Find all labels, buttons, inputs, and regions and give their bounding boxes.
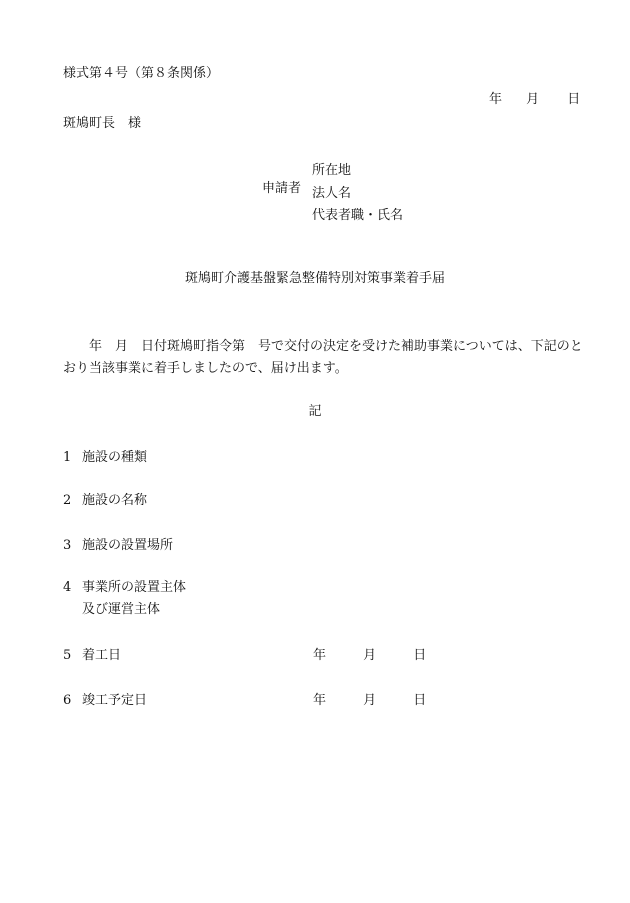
document-title: 斑鳩町介護基盤緊急整備特別対策事業着手届 bbox=[184, 271, 445, 286]
item-number: 2 bbox=[63, 493, 72, 508]
start-date-year: 年 bbox=[313, 648, 327, 663]
form-number: 様式第４号（第８条関係） bbox=[63, 66, 220, 81]
applicant-label: 申請者 bbox=[262, 181, 302, 196]
item-number: 4 bbox=[63, 580, 72, 595]
applicant-address-label: 所在地 bbox=[312, 163, 352, 178]
applicant-fields bbox=[312, 160, 403, 228]
item-label: 施設の設置場所 bbox=[82, 538, 174, 553]
item-3 bbox=[63, 535, 173, 557]
item-1 bbox=[63, 447, 147, 469]
start-date bbox=[313, 649, 426, 662]
applicant-representative-label: 代表者職・氏名 bbox=[312, 208, 404, 223]
item-label: 事業所の設置主体 bbox=[82, 580, 187, 595]
ki-heading: 記 bbox=[308, 404, 322, 419]
item-number: 5 bbox=[63, 648, 72, 663]
addressee: 斑鳩町長 様 bbox=[63, 116, 142, 131]
item-6 bbox=[63, 690, 147, 712]
completion-date-day: 日 bbox=[413, 693, 427, 708]
date-day: 日 bbox=[567, 92, 581, 107]
start-date-month: 月 bbox=[363, 648, 377, 663]
date-year: 年 bbox=[489, 92, 503, 107]
date-month: 月 bbox=[526, 92, 540, 107]
item-label-continued: 及び運営主体 bbox=[82, 602, 161, 617]
item-number: 6 bbox=[63, 693, 72, 708]
item-number: 3 bbox=[63, 538, 72, 553]
item-label: 着工日 bbox=[82, 648, 122, 663]
applicant-corp-name-label: 法人名 bbox=[312, 185, 352, 201]
item-5 bbox=[63, 645, 121, 667]
item-label: 施設の名称 bbox=[82, 493, 148, 508]
item-number: 1 bbox=[63, 450, 72, 465]
item-label: 施設の種類 bbox=[82, 450, 148, 465]
item-4 bbox=[63, 577, 186, 621]
item-label: 竣工予定日 bbox=[82, 693, 148, 708]
date-header bbox=[489, 93, 580, 106]
item-2 bbox=[63, 490, 147, 512]
completion-date bbox=[313, 694, 426, 707]
body-paragraph: 年 月 日付斑鳩町指令第 号で交付の決定を受けた補助事業については、下記のとおり当該事業に着手しましたので、届け出ます。 bbox=[63, 339, 583, 376]
completion-date-year: 年 bbox=[313, 693, 327, 708]
start-date-day: 日 bbox=[413, 648, 427, 663]
completion-date-month: 月 bbox=[363, 693, 377, 708]
